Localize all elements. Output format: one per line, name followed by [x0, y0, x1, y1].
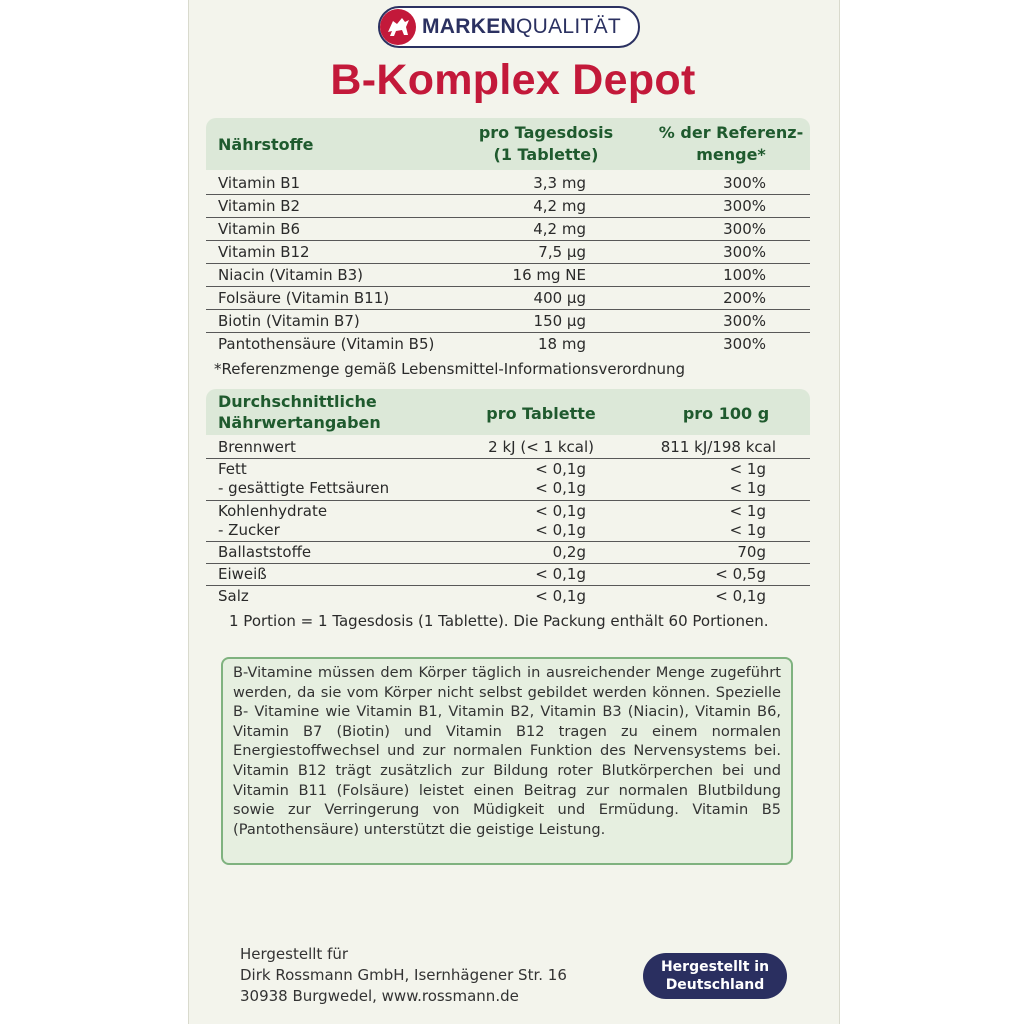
nutrient-ref: 300% — [723, 243, 766, 261]
manufacturer-address — [240, 944, 567, 1007]
nutrient-name: Vitamin B12 — [218, 243, 310, 261]
header-pro-tablette: pro Tablette — [486, 404, 596, 423]
nutrient-ref: 300% — [723, 220, 766, 238]
table-row — [206, 173, 810, 195]
nutrition-sub-tablet: < 0,1g — [535, 479, 586, 497]
table-row — [206, 196, 810, 218]
nutrient-dose: 4,2 mg — [533, 197, 586, 215]
nutrient-name: Vitamin B2 — [218, 197, 301, 215]
nutrient-dose: 18 mg — [538, 335, 586, 353]
nutrient-dose: 16 mg NE — [512, 266, 586, 284]
nutrient-dose: 150 µg — [533, 312, 586, 330]
nutrient-ref: 200% — [723, 289, 766, 307]
nutrient-dose: 3,3 mg — [533, 174, 586, 192]
nutrient-ref: 100% — [723, 266, 766, 284]
nutrition-name: Ballaststoffe — [218, 543, 312, 561]
nutrient-name: Folsäure (Vitamin B11) — [218, 289, 390, 307]
manufacturer-line3: 30938 Burgwedel, www.rossmann.de — [240, 987, 519, 1005]
nutrition-table-header — [206, 389, 810, 435]
portion-note: 1 Portion = 1 Tagesdosis (1 Tablette). Die Packung enthält 60 Portionen. — [229, 612, 769, 630]
table-row — [206, 564, 810, 586]
brand-quality-badge — [378, 6, 640, 48]
vitamin-info-box: B-Vitamine müssen dem Körper täglich in ausreichender Menge zugeführt werden, da sie vom Körper nicht selbst gebildet werden können. Spezielle B- Vitamine wie Vitamin B1, Vitamin B2, Vitamin B3 (Niacin), Vitamin B6, Vitamin B7 (Biotin) und Vitamin B12 tragen zu einem normalen Energiestoffwechsel und zur normalen Funktion des Nervensystems bei. Vitamin B12 trägt zusätzlich zur Bildung roter Blutkörperchen bei und Vitamin B11 (Folsäure) leistet einen Beitrag zur normalen Blutbildung sowie zur Verringerung von Müdigkeit und Ermüdung. Vitamin B5 (Pantothensäure) unterstützt die geistige Leistung. — [221, 657, 793, 865]
nutrient-ref: 300% — [723, 174, 766, 192]
header-ref-line2: menge* — [696, 145, 766, 164]
header-pro-100g: pro 100 g — [682, 404, 770, 423]
table-row — [206, 501, 810, 542]
nutrition-tablet: < 0,1g — [535, 502, 586, 520]
made-in-line2: Deutschland — [665, 977, 765, 993]
nutrition-subname: - gesättigte Fettsäuren — [218, 479, 390, 497]
header-ref-line1: % der Referenz- — [658, 123, 804, 142]
nutrient-name: Niacin (Vitamin B3) — [218, 266, 364, 284]
nutrient-name: Biotin (Vitamin B7) — [218, 312, 360, 330]
brand-quality-text: MARKENQUALITÄT — [422, 15, 622, 38]
nutrient-name: Vitamin B6 — [218, 220, 301, 238]
nutrition-per100: 70g — [737, 543, 766, 561]
made-in-line1: Hergestellt in — [660, 959, 770, 975]
nutrition-per100: < 0,5g — [715, 565, 766, 583]
header-naehrstoffe: Nährstoffe — [218, 135, 314, 154]
manufacturer-line1: Hergestellt für — [240, 945, 349, 963]
nutrient-name: Vitamin B1 — [218, 174, 301, 192]
header-dose-line2: (1 Tablette) — [493, 145, 599, 164]
nutrition-name: Fett — [218, 460, 247, 478]
table-row — [206, 288, 810, 310]
table-row — [206, 542, 810, 564]
nutrient-ref: 300% — [723, 335, 766, 353]
manufacturer-line2: Dirk Rossmann GmbH, Isernhägener Str. 16 — [240, 966, 567, 984]
reference-footnote: *Referenzmenge gemäß Lebensmittel-Informationsverordnung — [214, 360, 686, 378]
nutrient-dose: 7,5 µg — [538, 243, 586, 261]
nutrition-per100: 811 kJ/198 kcal — [660, 438, 776, 456]
table-row — [206, 586, 810, 608]
header-dose-line1: pro Tagesdosis — [478, 123, 614, 142]
header-naehrwertangaben: Nährwertangaben — [218, 413, 381, 432]
nutrient-dose: 400 µg — [533, 289, 586, 307]
header-durchschnittliche: Durchschnittliche — [218, 392, 377, 411]
nutrition-tablet: < 0,1g — [535, 460, 586, 478]
nutrition-per100: < 1g — [729, 460, 766, 478]
table-row — [206, 459, 810, 501]
nutrition-name: Kohlenhydrate — [218, 502, 328, 520]
nutrition-sub-per100: < 1g — [729, 479, 766, 497]
nutrition-subname: - Zucker — [218, 521, 280, 539]
nutrition-tablet: 0,2g — [552, 543, 586, 561]
table-row — [206, 437, 810, 459]
nutrition-tablet: < 0,1g — [535, 565, 586, 583]
product-title: B-Komplex Depot — [330, 56, 696, 104]
nutrition-name: Salz — [218, 587, 249, 605]
nutrition-sub-tablet: < 0,1g — [535, 521, 586, 539]
made-in-germany-badge — [643, 953, 787, 999]
table-row — [206, 242, 810, 264]
table-row — [206, 311, 810, 333]
table-row — [206, 219, 810, 241]
nutrient-dose: 4,2 mg — [533, 220, 586, 238]
nutrition-tablet: < 0,1g — [535, 587, 586, 605]
nutrient-ref: 300% — [723, 312, 766, 330]
nutrition-per100: < 0,1g — [715, 587, 766, 605]
nutrients-table-header — [206, 118, 810, 170]
table-row — [206, 265, 810, 287]
nutrition-name: Eiweiß — [218, 565, 267, 583]
nutrition-tablet: 2 kJ (< 1 kcal) — [488, 438, 594, 456]
table-row — [206, 334, 810, 356]
nutrition-per100: < 1g — [729, 502, 766, 520]
nutrition-name: Brennwert — [218, 438, 296, 456]
nutrient-ref: 300% — [723, 197, 766, 215]
nutrition-sub-per100: < 1g — [729, 521, 766, 539]
rossmann-logo-icon — [378, 7, 418, 47]
nutrient-name: Pantothensäure (Vitamin B5) — [218, 335, 435, 353]
